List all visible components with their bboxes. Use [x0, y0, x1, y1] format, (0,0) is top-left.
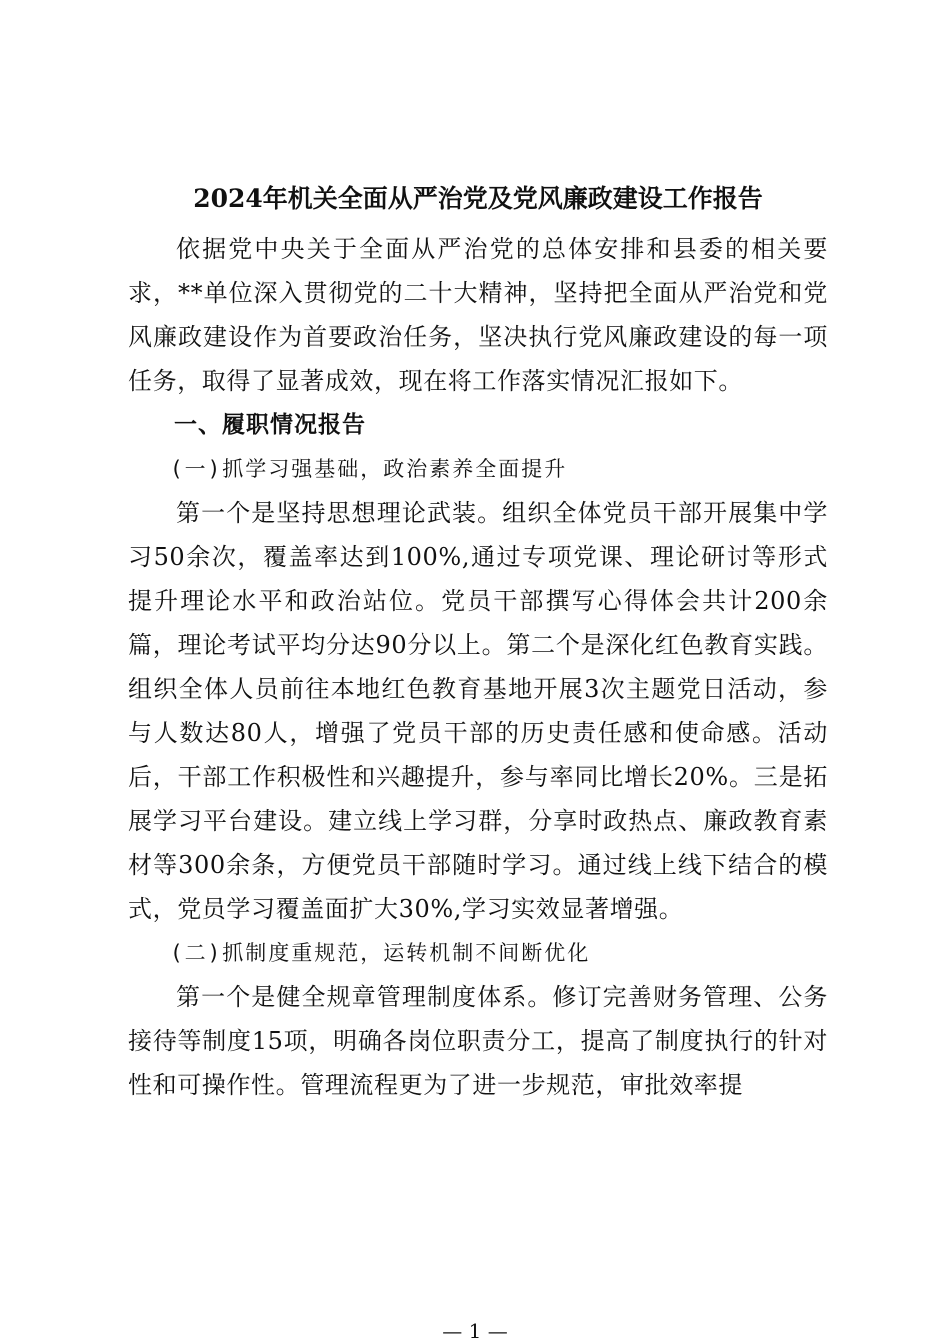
- section-heading: 一、履职情况报告: [174, 412, 366, 438]
- document-body: [128, 176, 828, 1107]
- page-number: — 1 —: [442, 1319, 508, 1343]
- subsection-body-2: 第一个是健全规章管理制度体系。修订完善财务管理、公务接待等制度15项，明确各岗位职责分工，提高了制度执行的针对性和可操作性。管理流程更为了进一步规范，审批效率提: [128, 983, 828, 1099]
- document-title: 2024年机关全面从严治党及党风廉政建设工作报告: [193, 184, 763, 213]
- subsection-body-1: 第一个是坚持思想理论武装。组织全体党员干部开展集中学习50余次，覆盖率达到100%,通过专项党课、理论研讨等形式提升理论水平和政治站位。党员干部撰写心得体会共计200余篇，理论考试平均分达90分以上。第二个是深化红色教育实践。组织全体人员前往本地红色教育基地开展3次主题党日活动，参与人数达80人，增强了党员干部的历史责任感和使命感。活动后，干部工作积极性和兴趣提升，参与率同比增长20%。三是拓展学习平台建设。建立线上学习群，分享时政热点、廉政教育素材等300余条，方便党员干部随时学习。通过线上线下结合的模式，党员学习覆盖面扩大30%,学习实效显著增强。: [128, 499, 828, 923]
- subsection-heading-1: (一)抓学习强基础，政治素养全面提升: [170, 457, 568, 481]
- subsection-heading-2: (二)抓制度重规范，运转机制不间断优化: [170, 941, 591, 965]
- intro-paragraph: 依据党中央关于全面从严治党的总体安排和县委的相关要求，**单位深入贯彻党的二十大精神，坚持把全面从严治党和党风廉政建设作为首要政治任务，坚决执行党风廉政建设的每一项任务，取得了显著成效，现在将工作落实情况汇报如下。: [128, 235, 828, 395]
